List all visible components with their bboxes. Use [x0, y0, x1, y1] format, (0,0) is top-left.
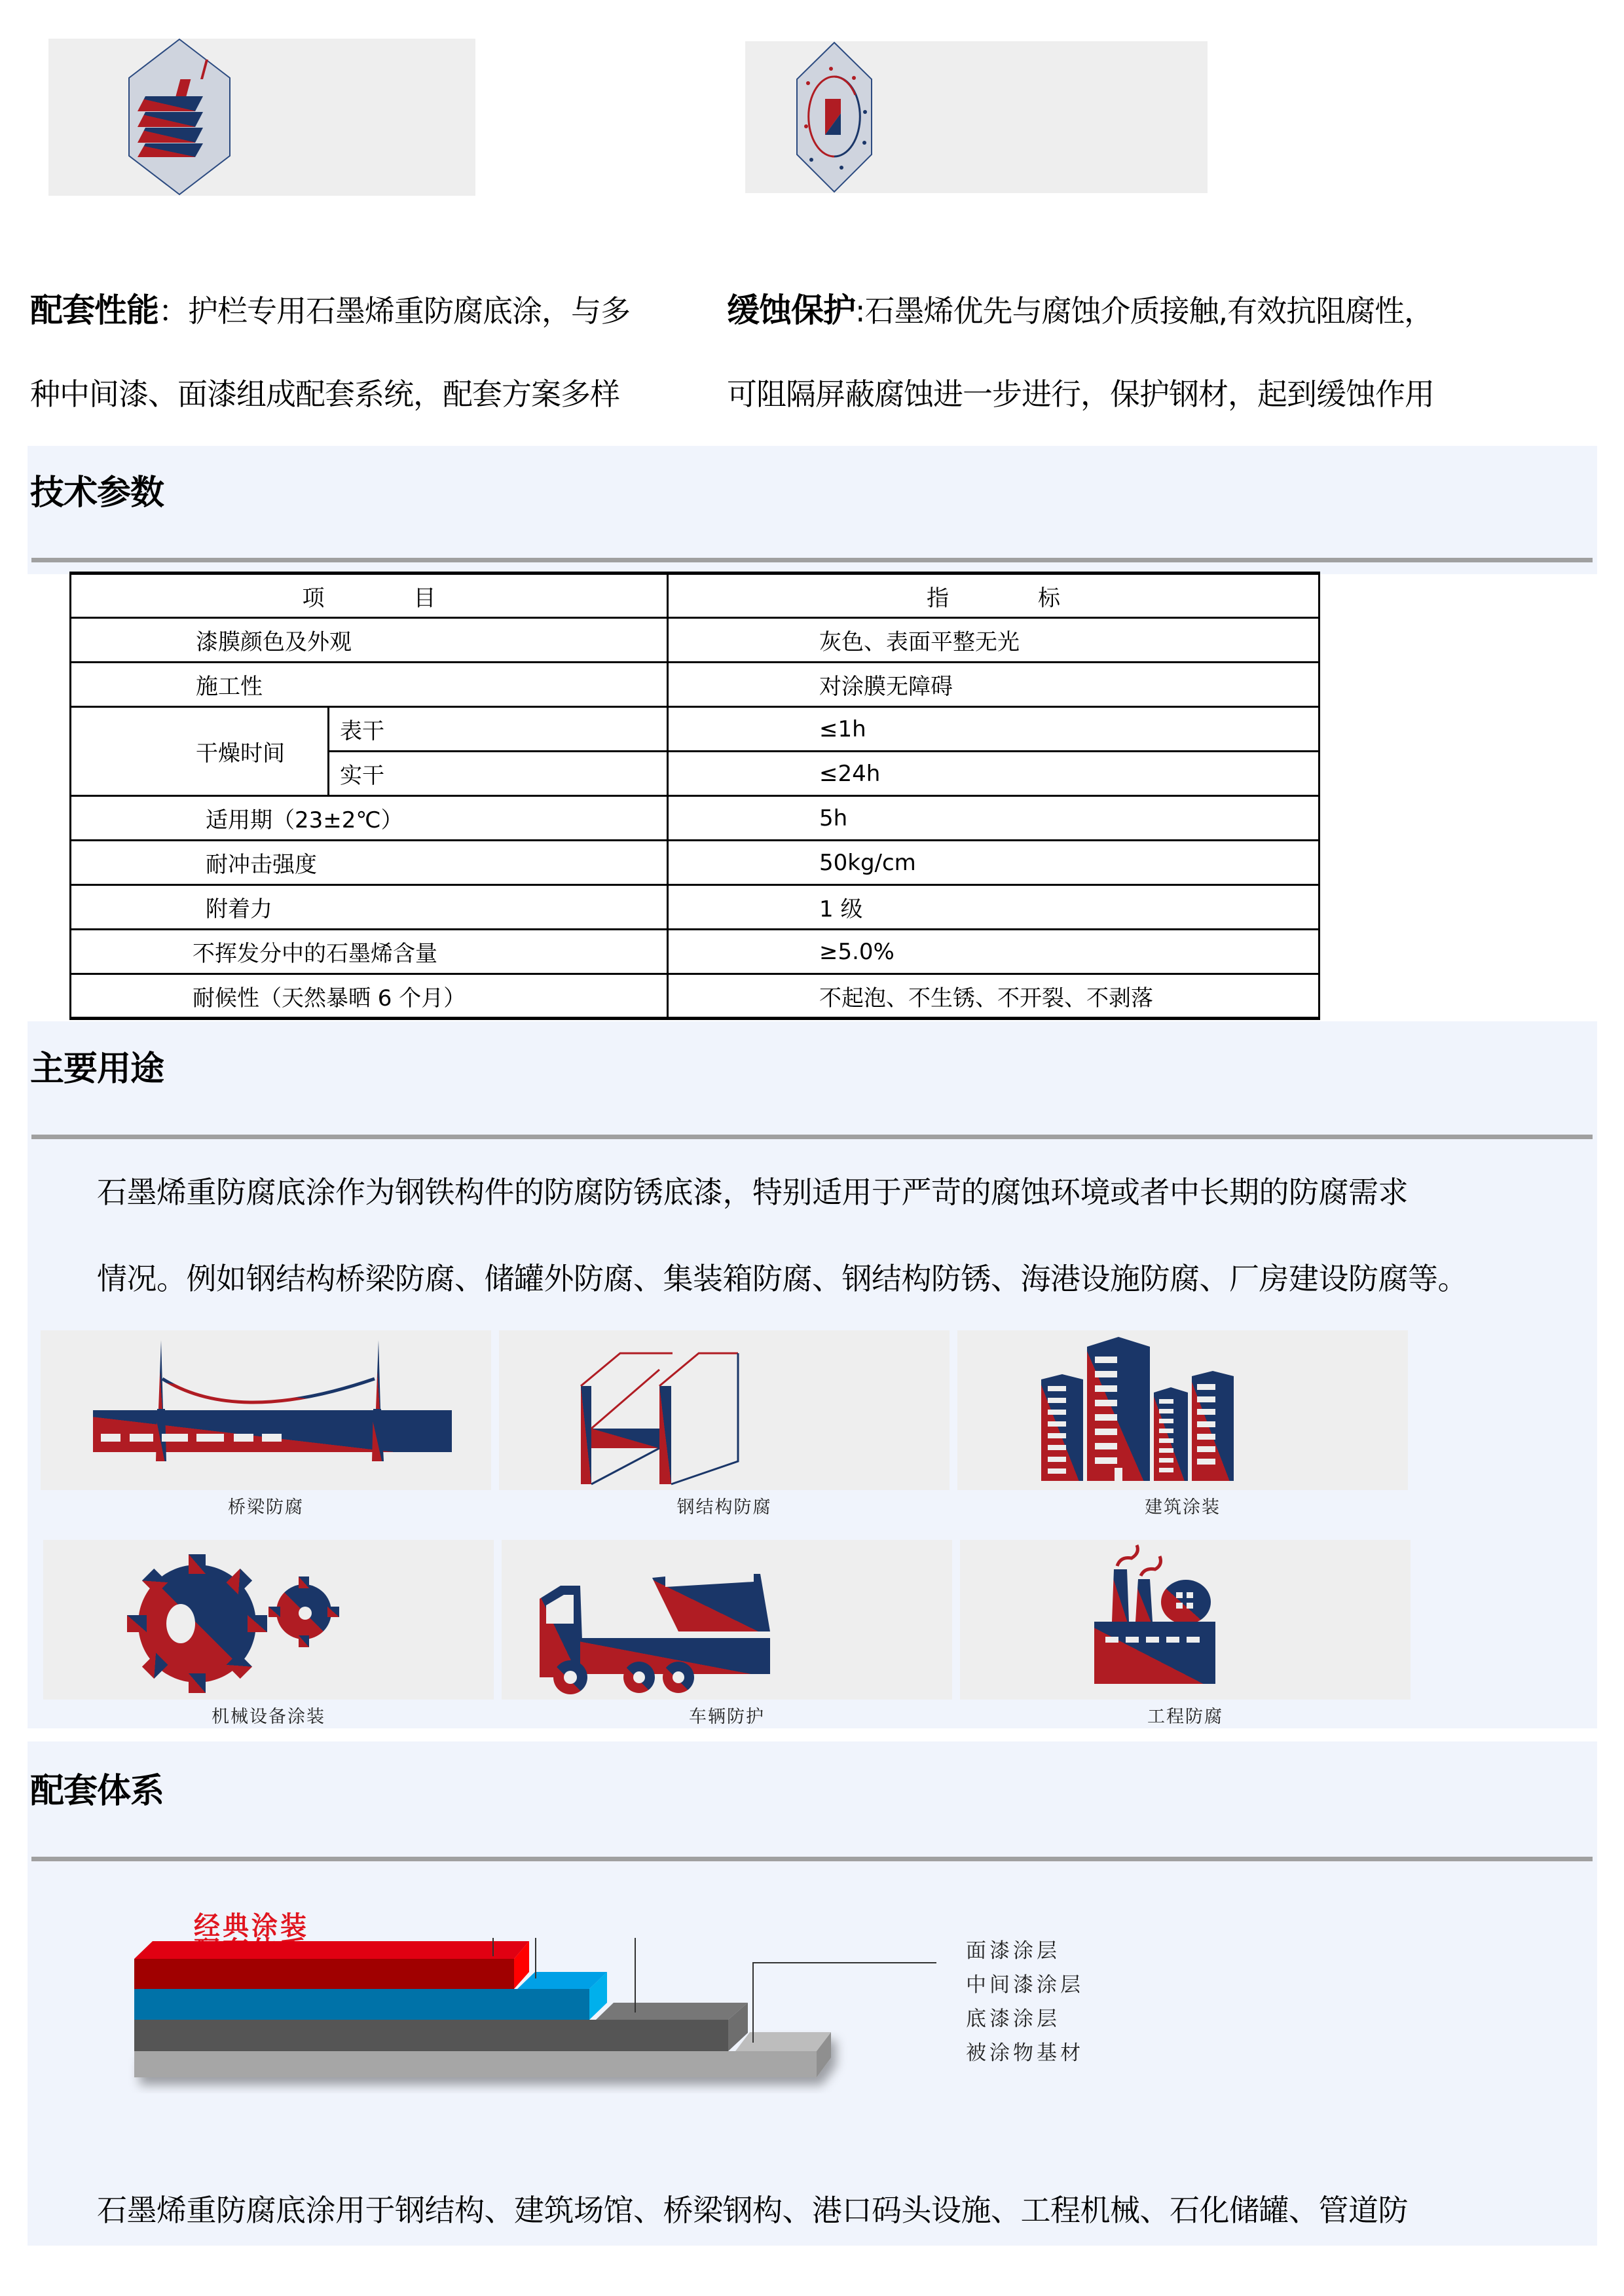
feature-image-corrosion-shield — [745, 41, 1208, 193]
application-tile-gears — [43, 1540, 494, 1700]
section-title-tech: 技术参数 — [30, 473, 164, 513]
table-cell-item: 附着力 — [71, 885, 668, 930]
application-tile-truck — [502, 1540, 952, 1700]
feature-title: 配套性能 — [30, 291, 158, 329]
table-cell-item: 耐冲击强度 — [71, 841, 668, 885]
application-label: 钢结构防腐 — [676, 1497, 772, 1518]
section-band-tech — [28, 446, 1597, 574]
application-label: 桥梁防腐 — [228, 1497, 304, 1518]
feature-description-line2: 种中间漆、面漆组成配套系统，配套方案多样 — [30, 376, 619, 412]
table-cell-value: ≥5.0% — [668, 930, 1320, 974]
application-tile-bridge — [41, 1330, 491, 1490]
usage-paragraph-line2: 情况。例如钢结构桥梁防腐、储罐外防腐、集装箱防腐、钢结构防锈、海港设施防腐、厂房建设防腐等。 — [97, 1261, 1467, 1296]
table-cell-value: 50kg/cm — [668, 841, 1320, 885]
table-row — [71, 707, 1320, 752]
application-label: 车辆防护 — [689, 1707, 765, 1727]
table-cell-item: 施工性 — [71, 663, 668, 707]
coating-layer-label-intermediate: 中间漆涂层 — [966, 1973, 1084, 1997]
application-label: 工程防腐 — [1147, 1707, 1223, 1727]
table-cell-item: 干燥时间 — [71, 707, 329, 796]
feature-description: 缓蚀保护:石墨烯优先与腐蚀介质接触,有效抗阻腐性， — [727, 291, 1434, 329]
paint-layers-icon — [48, 39, 475, 196]
table-cell-subitem: 实干 — [329, 752, 668, 796]
table-cell-item: 漆膜颜色及外观 — [71, 618, 668, 663]
bridge-icon — [41, 1330, 491, 1490]
table-header-item: 项 目 — [71, 574, 668, 618]
table-cell-value: 1 级 — [668, 885, 1320, 930]
application-tile-factory — [960, 1540, 1411, 1700]
table-row — [71, 841, 1320, 885]
coating-layers-diagram — [124, 1938, 976, 2102]
truck-icon — [502, 1540, 952, 1700]
table-cell-value: ≤1h — [668, 707, 1320, 752]
table-cell-item: 不挥发分中的石墨烯含量 — [71, 930, 668, 974]
table-cell-value: 5h — [668, 796, 1320, 841]
application-label: 建筑涂装 — [1145, 1497, 1221, 1518]
table-header-row — [71, 574, 1320, 618]
coating-layer-label-primer: 底漆涂层 — [966, 2007, 1060, 2031]
feature-title: 缓蚀保护 — [727, 291, 855, 329]
coating-system-title: 经典涂装 — [194, 1911, 309, 1941]
table-row — [71, 930, 1320, 974]
table-cell-item: 适用期（23±2℃） — [71, 796, 668, 841]
table-cell-value: ≤24h — [668, 752, 1320, 796]
gears-icon — [43, 1540, 494, 1700]
coating-system-footer: 石墨烯重防腐底涂用于钢结构、建筑场馆、桥梁钢构、港口码头设施、工程机械、石化储罐、管道防 — [97, 2193, 1408, 2228]
corrosion-shield-icon — [745, 41, 1208, 193]
feature-description-line2: 可阻隔屏蔽腐蚀进一步进行，保护钢材，起到缓蚀作用 — [727, 376, 1434, 412]
section-divider — [31, 558, 1593, 562]
application-label: 机械设备涂装 — [212, 1707, 325, 1727]
section-divider — [31, 1857, 1593, 1861]
table-header-value: 指 标 — [668, 574, 1320, 618]
table-cell-value: 对涂膜无障碍 — [668, 663, 1320, 707]
table-row — [71, 885, 1320, 930]
table-row — [71, 618, 1320, 663]
section-divider — [31, 1135, 1593, 1139]
application-tile-steel-structure — [499, 1330, 950, 1490]
table-cell-subitem: 表干 — [329, 707, 668, 752]
table-cell-item: 耐候性（天然暴晒 6 个月） — [71, 974, 668, 1019]
table-row — [71, 796, 1320, 841]
coating-layer-label-substrate: 被涂物基材 — [966, 2041, 1084, 2065]
application-tile-buildings — [957, 1330, 1408, 1490]
table-cell-value: 灰色、表面平整无光 — [668, 618, 1320, 663]
table-cell-value: 不起泡、不生锈、不开裂、不剥落 — [668, 974, 1320, 1019]
section-title-system: 配套体系 — [30, 1772, 164, 1811]
feature-description: 配套性能：护栏专用石墨烯重防腐底涂，与多 — [30, 291, 630, 329]
feature-image-paint-layers — [48, 39, 475, 196]
spec-table — [69, 572, 1320, 1020]
coating-layer-label-topcoat: 面漆涂层 — [966, 1939, 1060, 1963]
usage-paragraph-line1: 石墨烯重防腐底涂作为钢铁构件的防腐防锈底漆，特别适用于严苛的腐蚀环境或者中长期的防腐需求 — [97, 1175, 1408, 1210]
buildings-icon — [957, 1330, 1408, 1490]
table-row — [71, 974, 1320, 1019]
section-title-usage: 主要用途 — [30, 1049, 164, 1089]
table-row — [71, 663, 1320, 707]
factory-icon — [960, 1540, 1411, 1700]
steel-structure-icon — [499, 1330, 950, 1490]
